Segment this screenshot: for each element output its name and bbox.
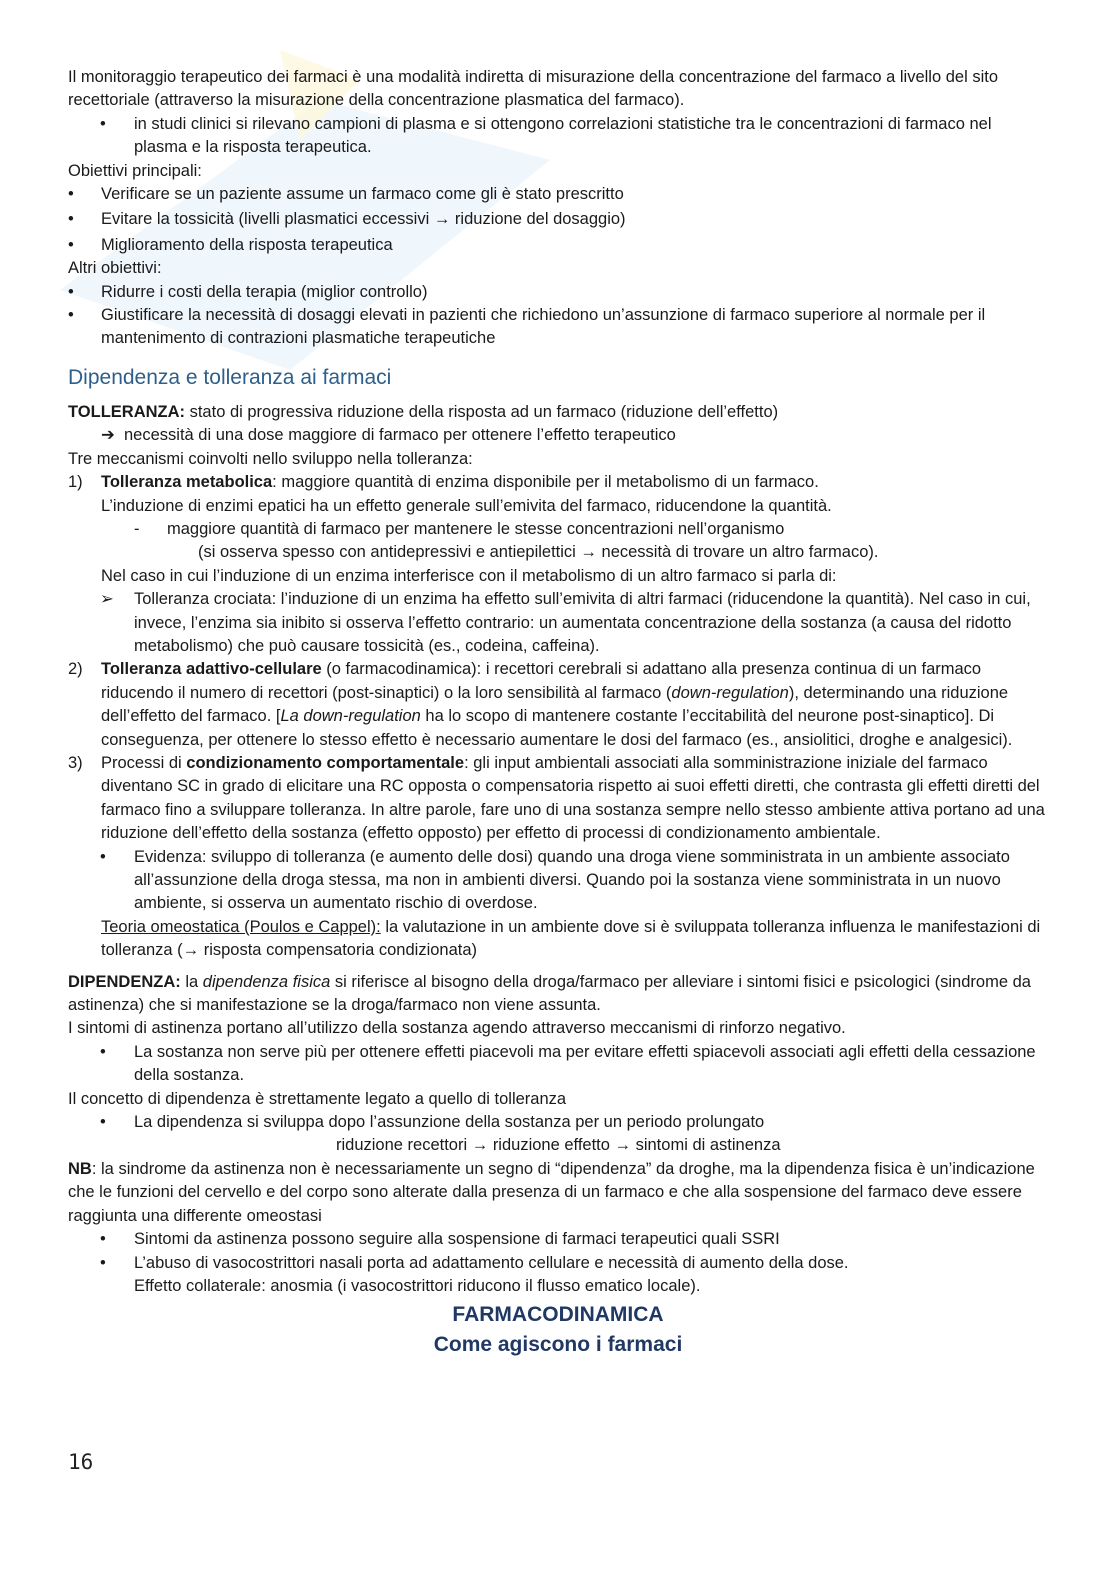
list-item: • in studi clinici si rilevano campioni di plasma e si ottengono correlazioni statistiche tra le concentrazioni di farmaco nel plasma e la risposta terapeutica. (100, 114, 992, 157)
mechanisms-intro: Tre meccanismi coinvolti nello sviluppo nella tolleranza: (68, 449, 473, 468)
theory-paragraph: Teoria omeostatica (Poulos e Cappel): la valutazione in un ambiente dove si è sviluppata tolleranza influenza le manifestazioni di tolleranza (→ risposta compensatoria condizionata) (101, 917, 1041, 960)
numbered-item-2: 2) Tolleranza adattivo-cellulare (o farmacodinamica): i recettori cerebrali si adattano alla presenza continua di un farmaco riducendo il numero di recettori (post-sinaptici) o la loro sensibilità al farmaco (down-regulation), determinando una riduzione dell’effetto del farmaco. [La down-regulation ha lo scopo di mantenere costante l’eccitabilità del neurone post-sinaptico]. Di conseguenza, per ottenere lo stesso effetto è necessario aumentare le dosi del farmaco (es., ansiolitici, droghe e analgesici). (68, 660, 1013, 749)
arrow-item: ➔ necessità di una dose maggiore di farmaco per ottenere l’effetto terapeutico (101, 426, 676, 445)
paragraph: L’induzione di enzimi epatici ha un effetto generale sull’emivita del farmaco, riducendone la quantità. (101, 496, 832, 515)
numbered-item-1: 1) Tolleranza metabolica: maggiore quantità di enzima disponibile per il metabolismo di un farmaco. (68, 473, 819, 492)
chapter-title: FARMACODINAMICA (452, 1303, 664, 1327)
intro-paragraph: Il monitoraggio terapeutico dei farmaci è una modalità indiretta di misurazione della concentrazione del farmaco a livello del sito recettoriale (attraverso la misurazione della concentrazione plasmatica del farmaco). (68, 68, 999, 110)
triangle-bullet-icon: ➢ (100, 590, 114, 609)
numbered-item-3: 3) Processi di condizionamento comportamentale: gli input ambientali associati alla somministrazione iniziale del farmaco diventano SC in grado di elicitare una RC opposta o compensatoria rispetto ai suoi effetti diretti, che contrasta gli effetti diretti del farmaco fino a sviluppare tolleranza. In altre parole, fare uno di una sostanza sempre nello stesso ambiente attiva portano ad una riduzione dell’effetto della sostanza (effetto opposto) per effetto di processi di condizionamento ambientale. (68, 753, 1045, 843)
list-item: • Miglioramento della risposta terapeutica (68, 235, 393, 254)
list-item: • Ridurre i costi della terapia (miglior controllo) (68, 282, 428, 301)
paragraph: I sintomi di astinenza portano all’utilizzo della sostanza agendo attraverso meccanismi di rinforzo negativo. (68, 1019, 846, 1038)
document-body (68, 66, 1048, 1360)
tolleranza-definition: TOLLERANZA: stato di progressiva riduzione della risposta ad un farmaco (riduzione dell’effetto) (68, 402, 779, 421)
other-objectives-label: Altri obiettivi: (68, 259, 162, 278)
list-item: ➢ Tolleranza crociata: l’induzione di un enzima ha effetto sull’emivita di altri farmaci (riducendone la quantità). Nel caso in cui, invece, l’enzima sia inibito si osserva l’effetto contrario: un aumentata concentrazione della sostanza (a causa del ridotto metabolismo) che può causare tossicità (es., codeina, caffeina). (100, 590, 1031, 655)
section-heading: Dipendenza e tolleranza ai farmaci (68, 365, 392, 389)
chapter-subtitle: Come agiscono i farmaci (433, 1333, 683, 1357)
paragraph: Il concetto di dipendenza è strettamente legato a quello di tolleranza (68, 1089, 567, 1108)
paragraph: (si osserva spesso con antidepressivi e antiepilettici → necessità di trovare un altro farmaco). (198, 543, 879, 562)
page-number: 16 (68, 1450, 94, 1474)
list-item: • La sostanza non serve più per ottenere effetti piacevoli ma per evitare effetti spiacevoli associati agli effetti della cessazione della sostanza. (100, 1042, 1036, 1085)
paragraph: Nel caso in cui l’induzione di un enzima interferisce con il metabolismo di un altro farmaco si parla di: (101, 566, 837, 585)
list-item: • Sintomi da astinenza possono seguire alla sospensione di farmaci terapeutici quali SSRI (100, 1230, 780, 1249)
paragraph: Effetto collaterale: anosmia (i vasocostrittori riducono il flusso ematico locale). (134, 1276, 701, 1295)
list-item: • Evidenza: sviluppo di tolleranza (e aumento delle dosi) quando una droga viene somministrata in un ambiente associato all’assunzione della droga stessa, ma non in ambienti diversi. Quando poi la sostanza viene somministrata in un nuovo ambiente, si osserva un aumentato rischio di overdose. (100, 847, 1010, 913)
list-item: • Giustificare la necessità di dosaggi elevati in pazienti che richiedono un’assunzione di farmaco superiore al normale per il mantenimento di contrazioni plasmatiche terapeutiche (68, 306, 986, 348)
list-item: • L’abuso di vasocostrittori nasali porta ad adattamento cellulare e necessità di aumento della dose. (100, 1253, 849, 1272)
nb-paragraph: NB: la sindrome da astinenza non è necessariamente un segno di “dipendenza” da droghe, ma la dipendenza fisica è un’indicazione che le funzioni del cervello e del corpo sono alterate dalla presenza di un farmaco e che alla sospensione del farmaco deve essere raggiunta una differente omeostasi (68, 1159, 1035, 1225)
chain-line: riduzione recettori → riduzione effetto → sintomi di astinenza (336, 1136, 781, 1155)
dash-item: - maggiore quantità di farmaco per mantenere le stesse concentrazioni nell’organismo (134, 519, 785, 538)
list-item: • La dipendenza si sviluppa dopo l’assunzione della sostanza per un periodo prolungato (100, 1113, 765, 1132)
list-item: • Verificare se un paziente assume un farmaco come gli è stato prescritto (68, 185, 624, 204)
list-item: • Evitare la tossicità (livelli plasmatici eccessivi → riduzione del dosaggio) (68, 210, 626, 229)
dipendenza-definition: DIPENDENZA: la dipendenza fisica si riferisce al bisogno della droga/farmaco per alleviare i sintomi fisici e psicologici (sindrome da astinenza) che si manifestazione se la droga/farmaco non viene assunta. (68, 972, 1031, 1015)
arrow-icon: ➔ (101, 426, 115, 445)
objectives-label: Obiettivi principali: (68, 161, 202, 180)
